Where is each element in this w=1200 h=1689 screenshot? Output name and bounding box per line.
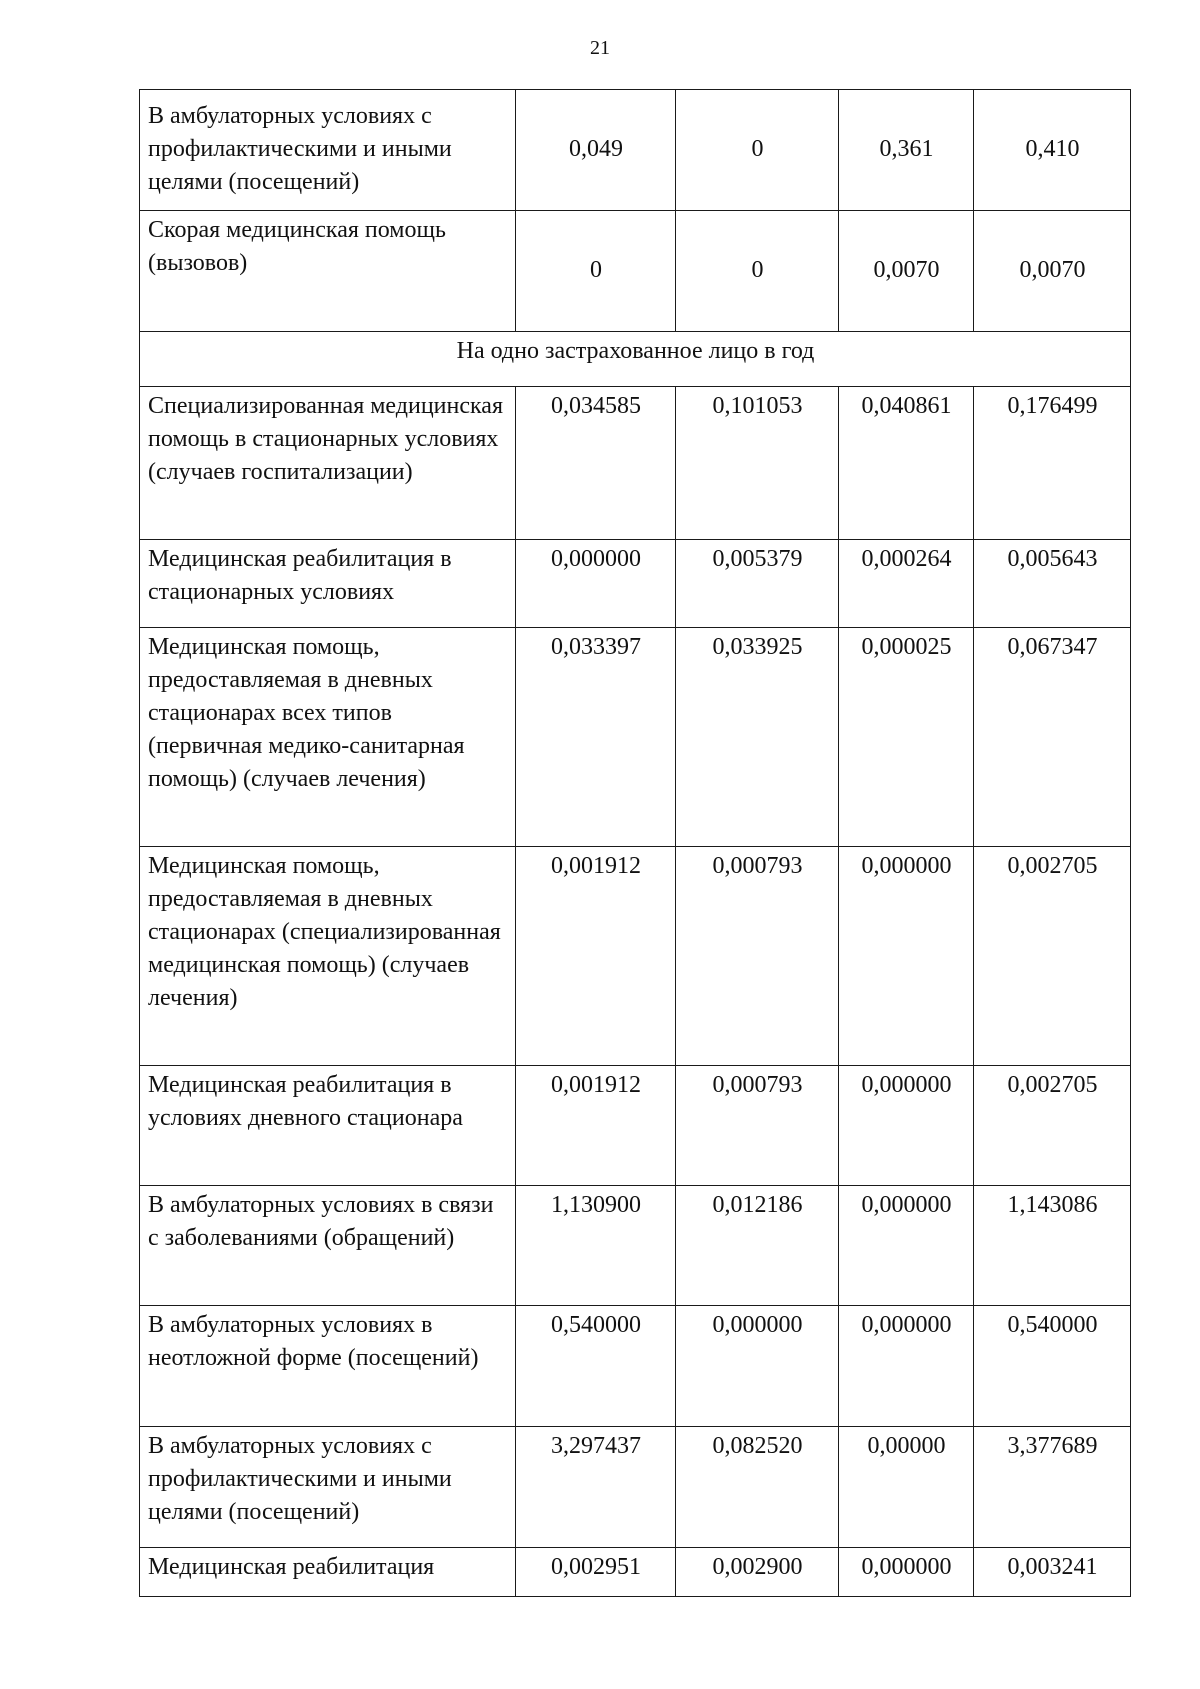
row-label: Медицинская помощь, предоставляемая в дневных стационарах (специализированная медицинская помощь) (случаев лечения) [140,847,516,1066]
page-number: 21 [590,37,610,59]
section-header-row [140,332,1131,387]
table-cell: 0,000793 [676,1066,839,1186]
table-cell: 0,067347 [974,628,1131,847]
table-cell: 1,143086 [974,1186,1131,1306]
table-row [140,90,1131,211]
table-cell: 0,000000 [676,1306,839,1427]
table-cell: 0,410 [974,90,1131,211]
table-row [140,387,1131,540]
table-cell: 0,002900 [676,1548,839,1597]
table-cell: 3,377689 [974,1427,1131,1548]
table-cell: 0 [676,90,839,211]
table-cell: 0,002705 [974,847,1131,1066]
table-cell: 0,005643 [974,540,1131,628]
table-cell: 0,034585 [516,387,676,540]
row-label: В амбулаторных условиях в неотложной форме (посещений) [140,1306,516,1427]
table-cell: 0,000000 [839,1186,974,1306]
table-cell: 0,0070 [974,211,1131,332]
table-cell: 0,002705 [974,1066,1131,1186]
table-cell: 0,000000 [839,1066,974,1186]
table-cell: 0,101053 [676,387,839,540]
table-row [140,211,1131,332]
table-cell: 0,033925 [676,628,839,847]
table-cell: 1,130900 [516,1186,676,1306]
row-label: В амбулаторных условиях с профилактическими и иными целями (посещений) [140,1427,516,1548]
row-label: Медицинская реабилитация [140,1548,516,1597]
table-cell: 0,000793 [676,847,839,1066]
table-cell: 0,005379 [676,540,839,628]
table-row [140,1548,1131,1597]
row-label: Скорая медицинская помощь (вызовов) [140,211,516,332]
row-label: В амбулаторных условиях с профилактическими и иными целями (посещений) [140,90,516,211]
table-row [140,1066,1131,1186]
table-cell: 0,000000 [839,1548,974,1597]
row-label: Медицинская реабилитация в стационарных условиях [140,540,516,628]
table-cell: 0,0070 [839,211,974,332]
row-label: Медицинская реабилитация в условиях дневного стационара [140,1066,516,1186]
table-row [140,1427,1131,1548]
table-row [140,847,1131,1066]
table-cell: 0,000000 [839,1306,974,1427]
table-cell: 0,049 [516,90,676,211]
table-cell: 0,540000 [516,1306,676,1427]
table-cell: 0,002951 [516,1548,676,1597]
table-row [140,1186,1131,1306]
row-label: Специализированная медицинская помощь в стационарных условиях (случаев госпитализации) [140,387,516,540]
table-cell: 0,040861 [839,387,974,540]
table-cell: 0,000000 [516,540,676,628]
table-cell: 0 [516,211,676,332]
table-row [140,1306,1131,1427]
table-cell: 0,012186 [676,1186,839,1306]
table-cell: 0,082520 [676,1427,839,1548]
table-cell: 0,003241 [974,1548,1131,1597]
table-cell: 0,033397 [516,628,676,847]
table-row [140,540,1131,628]
table-cell: 0,000264 [839,540,974,628]
table-cell: 0,000000 [839,847,974,1066]
table-row [140,628,1131,847]
data-table [139,89,1131,1597]
table-cell: 0,00000 [839,1427,974,1548]
table-cell: 0,001912 [516,1066,676,1186]
table-cell: 3,297437 [516,1427,676,1548]
table-cell: 0,000025 [839,628,974,847]
table-cell: 0,540000 [974,1306,1131,1427]
table-cell: 0,361 [839,90,974,211]
section-header: На одно застрахованное лицо в год [140,332,1131,387]
table-cell: 0,001912 [516,847,676,1066]
row-label: Медицинская помощь, предоставляемая в дневных стационарах всех типов (первичная медико-санитарная помощь) (случаев лечения) [140,628,516,847]
table-cell: 0 [676,211,839,332]
table-cell: 0,176499 [974,387,1131,540]
row-label: В амбулаторных условиях в связи с заболеваниями (обращений) [140,1186,516,1306]
